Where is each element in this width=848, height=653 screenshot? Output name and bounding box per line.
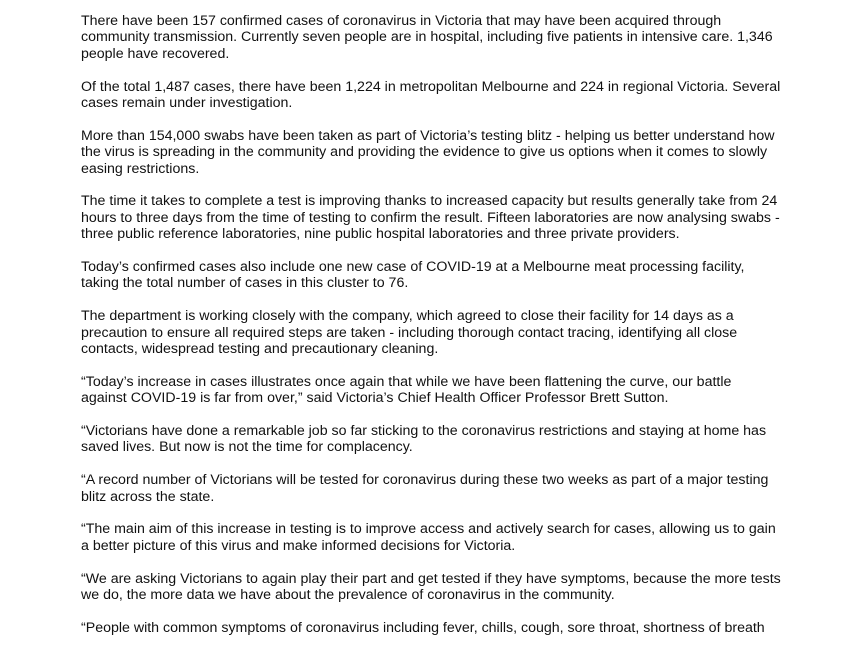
paragraph-meat-facility: Today’s confirmed cases also include one new case of COVID-19 at a Melbourne meat processing facility, taking the total number of cases in this cluster to 76. xyxy=(81,259,745,292)
paragraph-facility-closure: The department is working closely with the company, which agreed to close their facility for 14 days as a precaution to ensure all required steps are taken - including thorough contact tracing, identifying all close contacts, widespread testing and precautionary cleaning. xyxy=(81,308,738,358)
paragraph-case-totals: Of the total 1,487 cases, there have been 1,224 in metropolitan Melbourne and 224 in regional Victoria. Several cases remain under investigation. xyxy=(81,78,781,112)
paragraph-quote-testing-aim: “The main aim of this increase in testing is to improve access and actively search for cases, allowing us to gain a better picture of this virus and make informed decisions for Victoria. xyxy=(81,521,776,554)
paragraph-quote-symptoms: “People with common symptoms of coronavirus including fever, chills, cough, sore throat, shortness of breath xyxy=(81,619,765,636)
paragraph-quote-complacency: “Victorians have done a remarkable job so far sticking to the coronavirus restrictions and staying at home has saved lives. But now is not the time for complacency. xyxy=(81,423,767,456)
document-body xyxy=(81,13,781,653)
paragraph-test-turnaround: The time it takes to complete a test is improving thanks to increased capacity but results generally take from 24 hours to three days from the time of testing to confirm the result. Fifteen laboratories are now analysing swabs - three public reference laboratories, nine public hospital laboratories and three private providers. xyxy=(81,193,780,243)
paragraph-quote-record-testing: “A record number of Victorians will be tested for coronavirus during these two weeks as part of a major testing blitz across the state. xyxy=(81,472,769,505)
paragraph-quote-get-tested: “We are asking Victorians to again play their part and get tested if they have symptoms, because the more tests we do, the more data we have about the prevalence of coronavirus in the community. xyxy=(81,570,781,604)
paragraph-testing-blitz: More than 154,000 swabs have been taken as part of Victoria’s testing blitz - helping us better understand how the virus is spreading in the community and providing the evidence to give us options when it comes to slowly easing restrictions. xyxy=(81,127,775,177)
paragraph-quote-flattening-curve: “Today’s increase in cases illustrates once again that while we have been flattening the curve, our battle against COVID-19 is far from over,” said Victoria’s Chief Health Officer Professor Brett Sutton. xyxy=(81,373,732,407)
paragraph-community-transmission: There have been 157 confirmed cases of coronavirus in Victoria that may have been acquired through community transmission. Currently seven people are in hospital, including five patients in intensive care. 1,346 people have recovered. xyxy=(81,13,773,62)
